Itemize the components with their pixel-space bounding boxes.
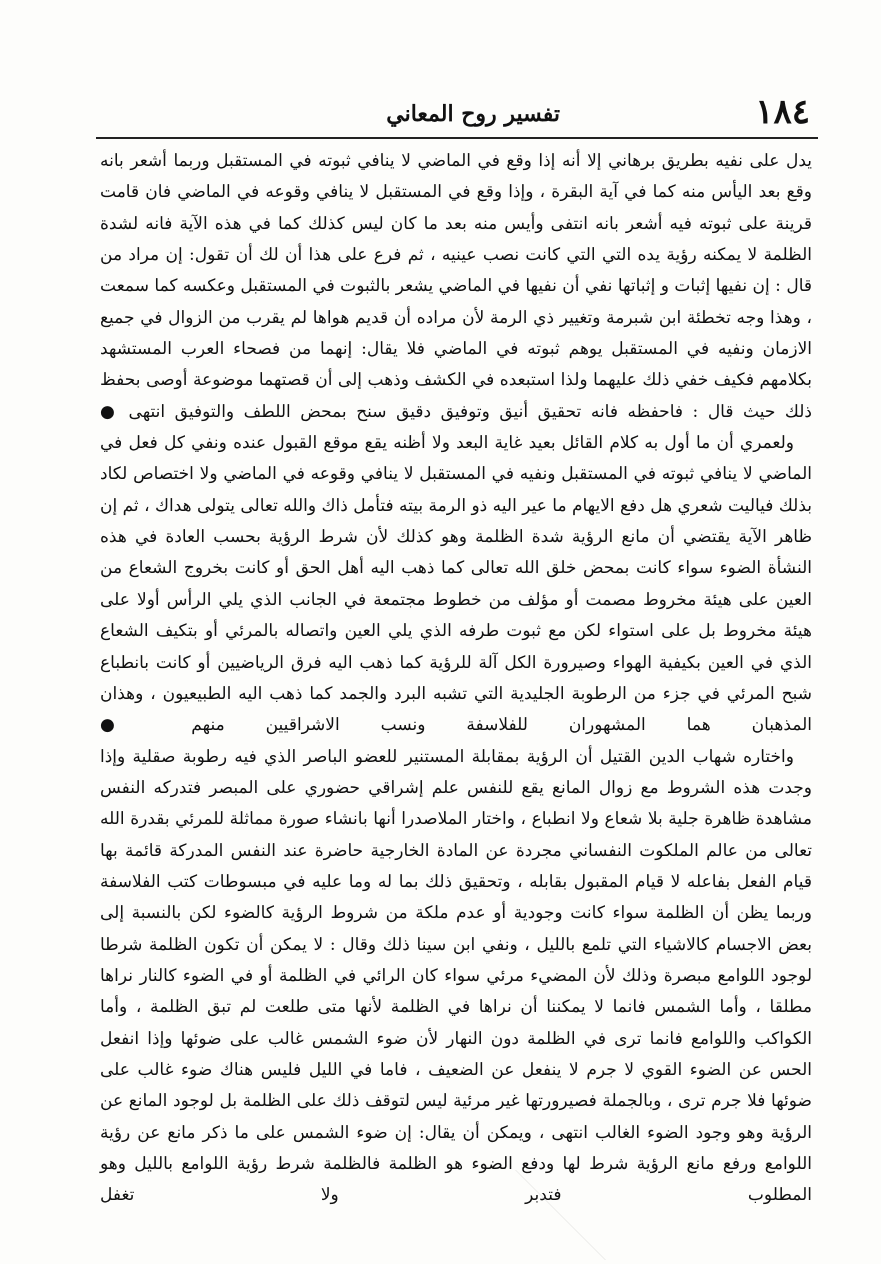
header-divider [96,137,818,139]
main-text [100,146,812,1212]
paragraph-2: ولعمري أن ما أول به كلام القائل بعيد غاية البعد ولا أظنه يقع موقع القبول عنده ونفي كل فعل في الماضي لا ينافي ثبوته في المستقبل ونفيه في المستقبل لا ينافي وقوعه في الماضي ولا اختصاص لكاد بذلك فياليت شعري هل دفع الايهام ما عير اليه ذو الرمة بيته فتأمل ذاك والله تعالى يتولى هداك ، ثم إن ظاهر الآية يقتضي أن مانع الرؤية شدة الظلمة وهو كذلك لأن شرط الرؤية بحسب العادة في هذه النشأة الضوء سواء كانت بمحض خلق الله تعالى كما ذهب اليه أهل الحق أو كانت بخروج الشعاع من العين على هيئة مخروط مصمت أو مؤلف من خطوط مجتمعة في الجانب الذي يلي الرأس أولا على هيئة مخروط بل على استواء لكن مع ثبوت طرفه الذي يلي العين واتصاله بالمرئي أو بتكيف الشعاع الذي في العين بكيفية الهواء وصيرورة الكل آلة للرؤية كما ذهب اليه فرق الرياضيين أو كانت بانطباع شبح المرئي في جزء من الرطوبة الجليدية التي تشبه البرد والجمد كما ذهب اليه الطبيعيون ، وهذان المذهبان هما المشهوران للفلاسفة ونسب الاشراقيين منهم ● [100,433,812,736]
paragraph-1: يدل على نفيه بطريق برهاني إلا أنه إذا وقع في الماضي لا ينافي ثبوته في المستقبل وربما أشعر بانه وقع بعد اليأس منه كما في آية البقرة ، وإذا وقع في المستقبل لا ينافي وقوعه في الماضي فان قامت قرينة على ثبوته فيه أشعر بانه انتفى وأيس منه بعد ما كان ليس كذلك كما في هذه الآية فانه لشدة الظلمة لا يمكنه رؤية يده التي التي كانت نصب عينيه ، ثم فرع على هذا أن لك أن تقول: إن مراد من قال : إن نفيها إثبات و إثباتها نفي أن نفيها في الماضي يشعر بالثبوت في المستقبل وعكسه كما سمعت ، وهذا وجه تخطئة ابن شبرمة وتغيير ذي الرمة لأن مراده أن قديم هواها لم يقرب من الزوال في جميع الازمان ونفيه في المستقبل يوهم ثبوته في الماضي فلا يقال: إنهما من فصحاء العرب المستشهد بكلامهم فكيف خفي ذلك عليهما ولذا استبعده في الكشف وذهب إلى أن قصتهما موضوعة أوصى بحفظ ذلك حيث قال : فاحفظه فانه تحقيق أنيق وتوفيق دقيق سنح بمحض اللطف والتوفيق انتهى ● [100,151,812,422]
page-header [96,92,810,134]
running-title: تفسير روح المعاني [386,101,560,127]
page-number: ١٨٤ [755,92,810,132]
paragraph-3: واختاره شهاب الدين القتيل أن الرؤية بمقابلة المستنير للعضو الباصر الذي فيه رطوبة صقلية وإذا وجدت هذه الشروط مع زوال المانع يقع للنفس علم إشراقي حضوري على المبصر فتدركه النفس مشاهدة ظاهرة جلية بلا شعاع ولا انطباع ، واختار الملاصدرا أنها بانشاء صورة مماثلة للمرئي بقدرة الله تعالى من عالم الملكوت النفساني مجردة عن المادة الخارجية حاضرة عند النفس المدركة قائمة بها قيام الفعل بفاعله لا قيام المقبول بقابله ، وتحقيق ذلك بما له وما عليه في مبسوطات كتب الفلاسفة وربما يظن أن الظلمة سواء كانت وجودية أو عدم ملكة من شروط الرؤية كالضوء لكن بالنسبة إلى بعض الاجسام كالاشياء التي تلمع بالليل ، ونفي ابن سينا ذلك وقال : لا يمكن أن تكون الظلمة شرطا لوجود اللوامع مبصرة وذلك لأن المضيء مرئي سواء كان الرائي في الظلمة أو في الضوء كالنار نراها مطلقا ، وأما الشمس فانما لا يمكننا أن نراها في الظلمة لأنها متى طلعت لم تبق الظلمة ، وأما الكواكب واللوامع فانما ترى في الظلمة دون النهار لأن ضوء الشمس غالب على ضوئها وإذا انفعل الحس عن الضوء القوي لا جرم لا ينفعل عن الضعيف ، فاما في الليل فليس هناك ضوء غالب على ضوئها فلا جرم ترى ، وبالجملة فصيرورتها غير مرئية ليس لتوقف ذلك على الظلمة بل لوجود المانع عن الرؤية وهو وجود الضوء الغالب انتهى ، ويمكن أن يقال: إن ضوء الشمس على ما ذكر مانع عن رؤية اللوامع ورفع مانع الرؤية شرط لها ودفع الضوء هو الظلمة فالظلمة شرط رؤية اللوامع بالليل وهو المطلوب فتدبر ولا تغفل [100,746,812,1206]
